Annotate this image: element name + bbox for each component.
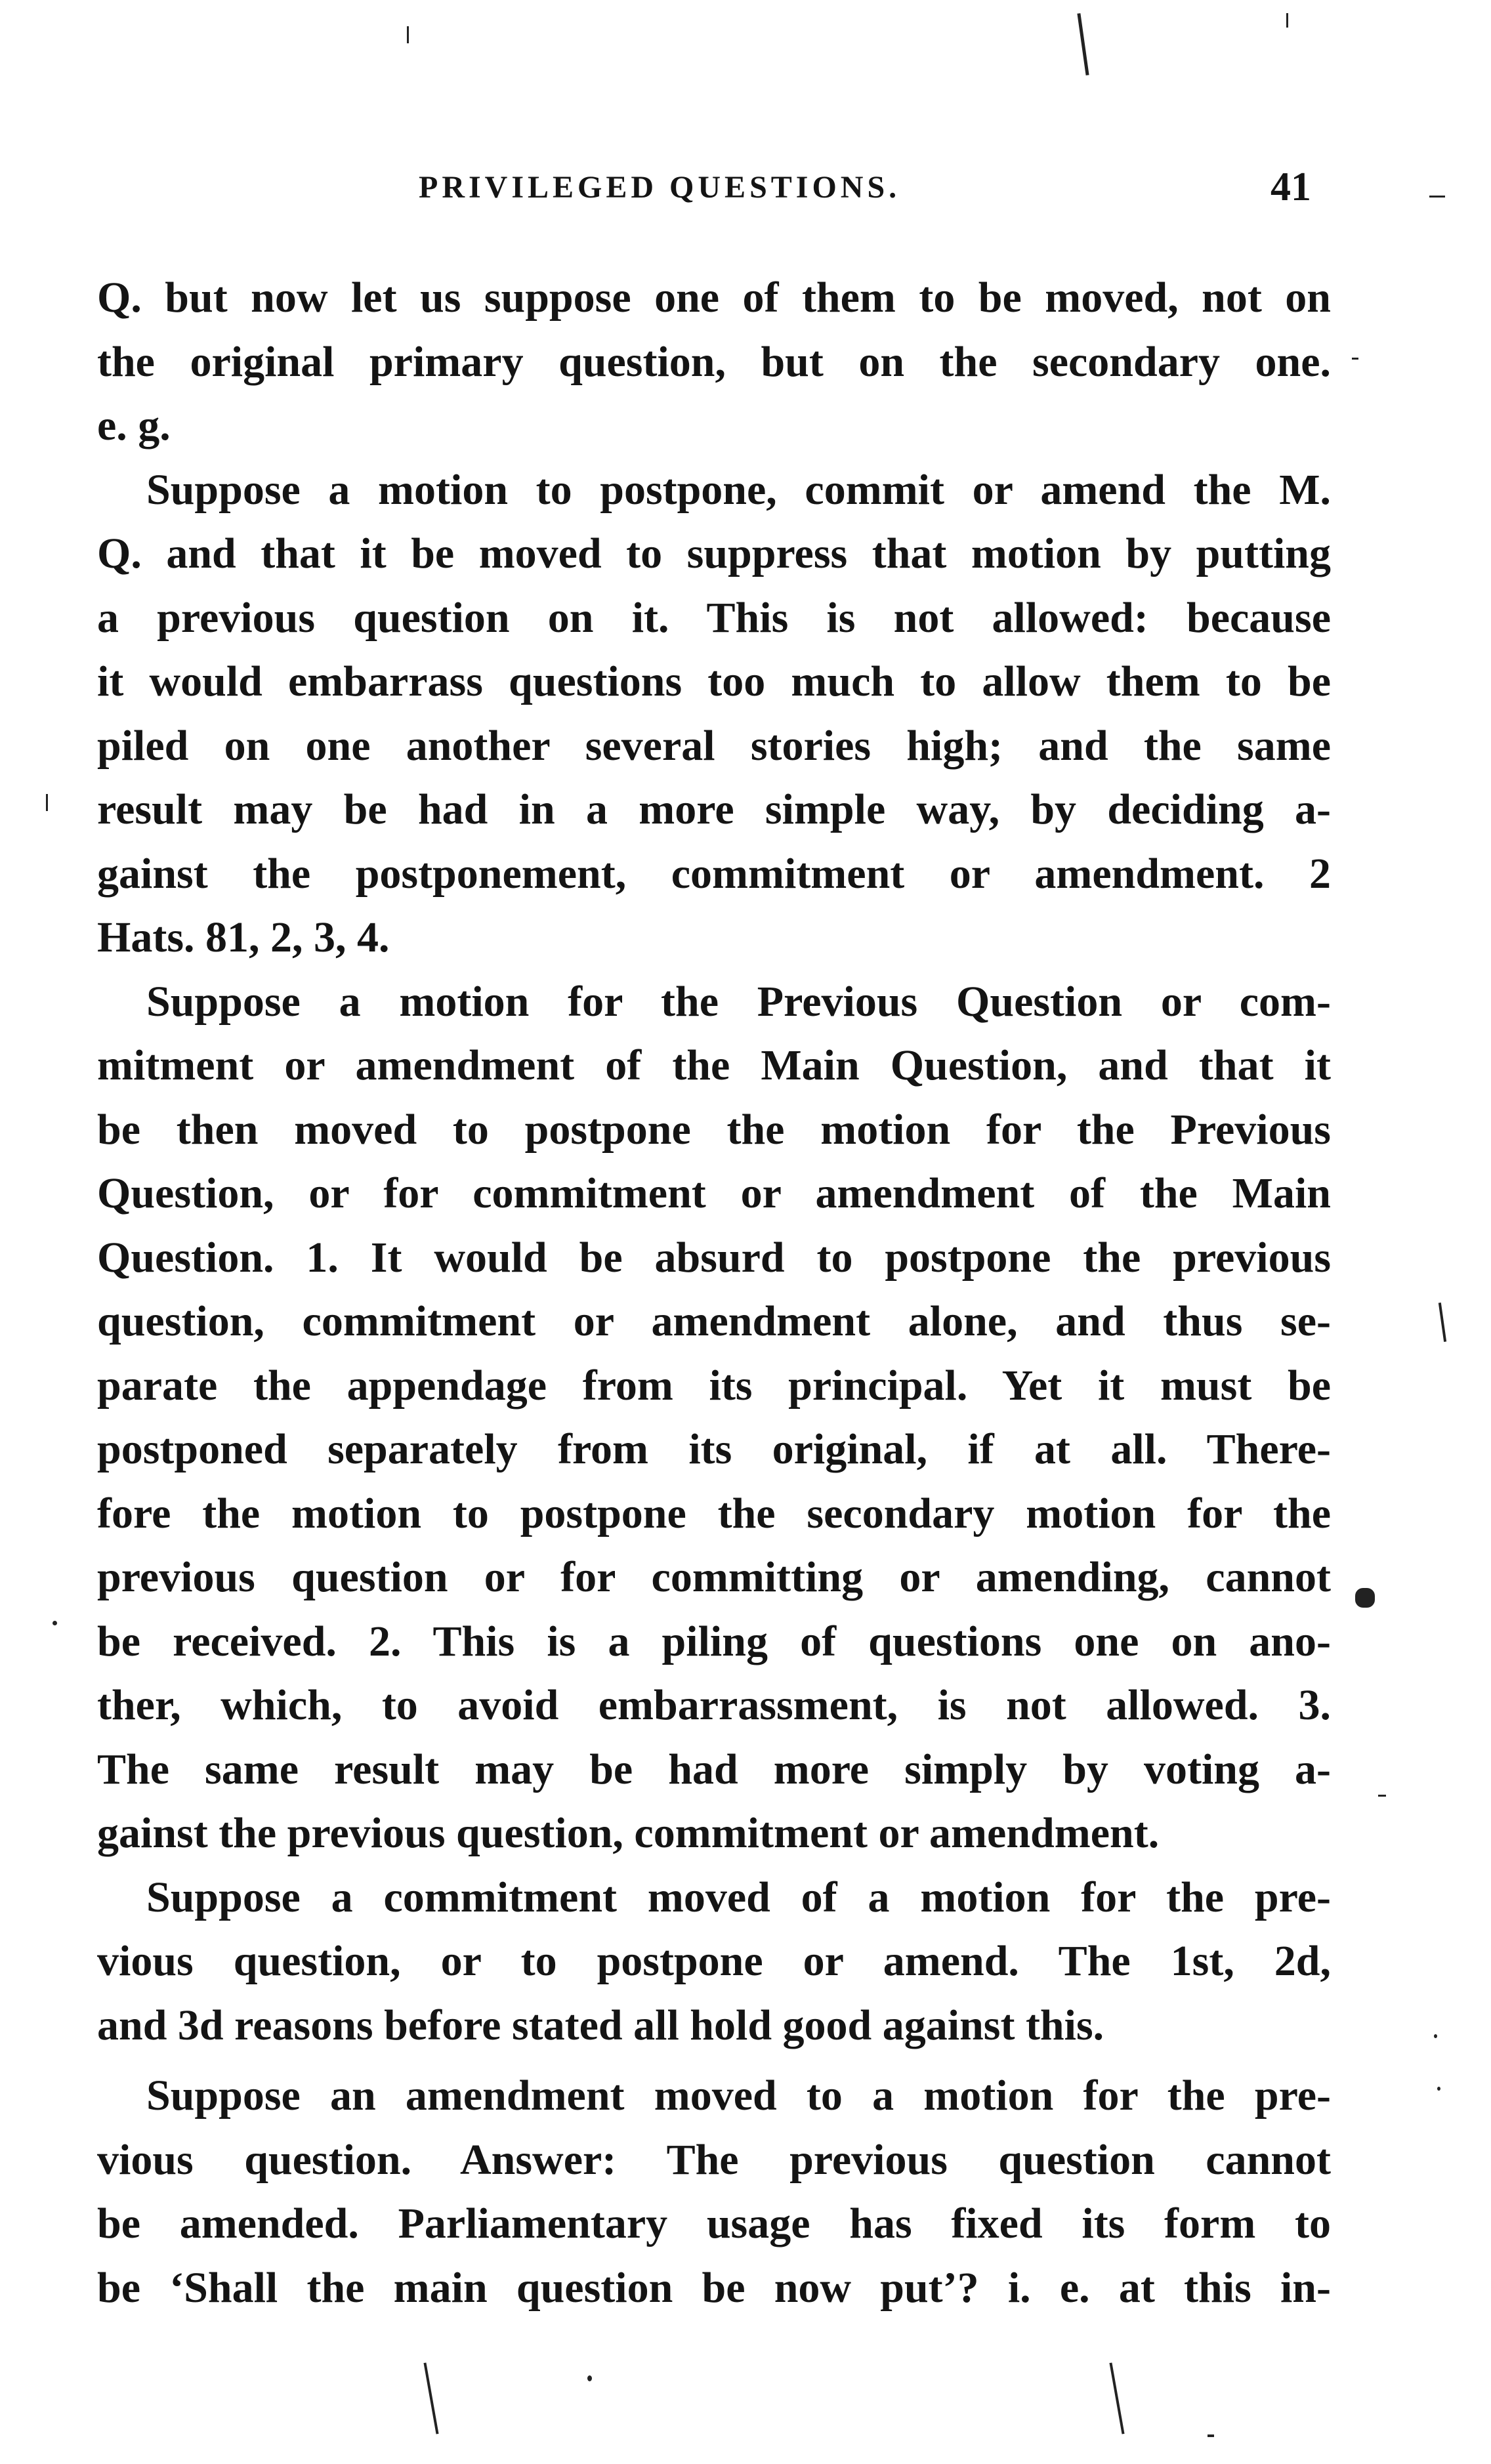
page-number: 41 (1270, 165, 1311, 209)
text-line: Suppose a motion for the Previous Question or com- (146, 977, 1331, 1026)
text-line: parate the appendage from its principal. Yet it must be (97, 1361, 1331, 1409)
text-line: question, commitment or amendment alone, and thus se- (97, 1297, 1331, 1345)
text-line: be amended. Parliamentary usage has fixed its form to (97, 2200, 1331, 2247)
text-line: a previous question on it. This is not allowed: because (97, 593, 1331, 642)
paragraph-1 (97, 266, 1331, 458)
text-line: the original primary question, but on the secondary one. (97, 337, 1331, 386)
text-line: Q. but now let us suppose one of them to be moved, not on (97, 274, 1331, 322)
scan-speck (1429, 196, 1445, 198)
text-line: gainst the previous question, commitment or amendment. (97, 1809, 1160, 1857)
text-line: be received. 2. This is a piling of questions one on ano- (97, 1617, 1331, 1665)
scan-speck (1352, 358, 1358, 360)
scan-speck (1437, 2087, 1440, 2091)
scan-speck (1077, 13, 1089, 75)
paragraph-5 (97, 2064, 1331, 2320)
scan-speck (46, 794, 48, 811)
scan-speck (1438, 1303, 1446, 1342)
scan-speck (1434, 2034, 1437, 2038)
text-line: it would embarrass questions too much to allow them to be (97, 658, 1331, 705)
text-line: Suppose a commitment moved of a motion for the pre- (146, 1873, 1331, 1921)
scan-speck (407, 26, 409, 43)
text-line: Hats. 81, 2, 3, 4. (97, 913, 390, 961)
text-line: Suppose a motion to postpone, commit or amend the M. (146, 465, 1331, 514)
scan-speck (587, 2375, 592, 2381)
text-line: vious question. Answer: The previous question cannot (97, 2135, 1331, 2184)
body-text (97, 266, 1331, 2320)
text-line: be ‘Shall the main question be now put’? i. e. at this in- (97, 2263, 1331, 2312)
paragraph-2 (97, 458, 1331, 970)
text-line: be then moved to postpone the motion for the Previous (97, 1105, 1331, 1154)
paragraph-4 (97, 1866, 1331, 2058)
paragraph-3 (97, 970, 1331, 1866)
scan-speck (423, 2362, 438, 2434)
scan-speck (1378, 1795, 1386, 1797)
text-line: Q. and that it be moved to suppress that motion by putting (97, 530, 1331, 577)
scan-speck (1109, 2362, 1124, 2434)
running-head (97, 164, 1324, 217)
paragraph-gap (97, 2057, 1331, 2064)
scan-speck (1355, 1588, 1375, 1608)
text-line: piled on one another several stories high; and the same (97, 721, 1331, 770)
text-line: postponed separately from its original, if at all. There- (97, 1425, 1331, 1473)
text-line: Question, or for commitment or amendment of the Main (97, 1169, 1331, 1217)
text-line: The same result may be had more simply by voting a- (97, 1745, 1331, 1793)
text-line: Question. 1. It would be absurd to postpone the previous (97, 1233, 1331, 1282)
text-line: fore the motion to postpone the secondary motion for the (97, 1489, 1331, 1537)
scan-speck (1208, 2434, 1214, 2437)
text-line: e. g. (97, 402, 171, 449)
text-line: vious question, or to postpone or amend. The 1st, 2d, (97, 1937, 1331, 1985)
text-line: result may be had in a more simple way, by deciding a- (97, 785, 1331, 833)
scan-speck (1286, 13, 1288, 28)
text-line: mitment or amendment of the Main Question, and that it (97, 1041, 1331, 1089)
text-line: previous question or for committing or amending, cannot (97, 1553, 1331, 1601)
text-line: Suppose an amendment moved to a motion for the pre- (146, 2072, 1331, 2119)
running-title: PRIVILEGED QUESTIONS. (419, 170, 901, 205)
text-line: gainst the postponement, commitment or amendment. 2 (97, 849, 1331, 898)
scan-speck (52, 1621, 57, 1625)
text-line: ther, which, to avoid embarrassment, is not allowed. 3. (97, 1681, 1331, 1729)
text-line: and 3d reasons before stated all hold good against this. (97, 2001, 1104, 2049)
